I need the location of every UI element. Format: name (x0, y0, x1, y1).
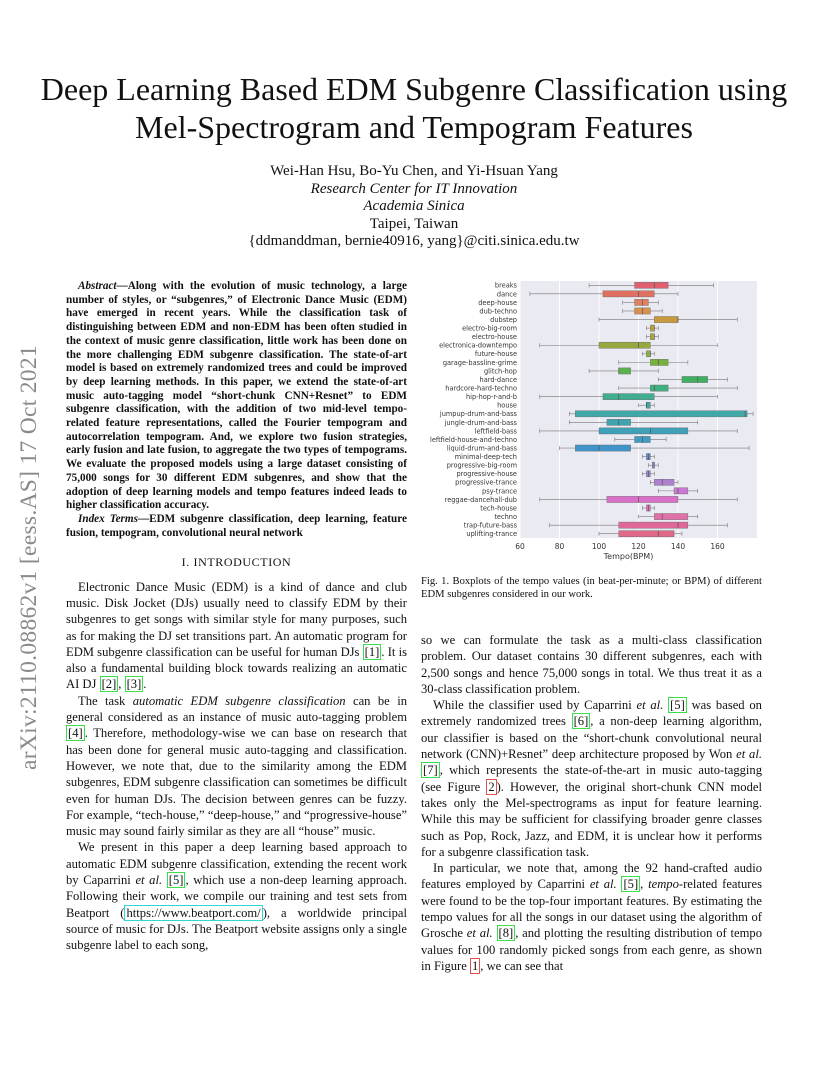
citation-link[interactable]: [5] (623, 877, 639, 892)
box-trap-future-bass (619, 522, 688, 528)
emphasis-text: et al. (736, 747, 762, 762)
text-run: . It is also a fundamental building block towards realizing an automatic AI DJ (66, 644, 407, 692)
text-run: was based on extremely randomized trees (421, 698, 762, 729)
text-run: Electronic Dance Music (EDM) is a kind of dance and club music. Disk Jocket (DJs) usually need to classify EDM by their subgenres to get songs with similar style for many purposes, such as for making the DJ set transitions part. An automatic program for EDM subgenre classification can be useful for human DJs (66, 579, 407, 659)
category-label: minimal-deep-tech (454, 453, 517, 462)
text-run: , which represents the state-of-the-art in music auto-tagging (see Figure (421, 763, 762, 794)
category-label: trap-future-bass (463, 521, 517, 530)
right-column (421, 632, 762, 974)
figure-reference-link[interactable]: 1 (471, 958, 479, 973)
text-run: The task (78, 693, 133, 708)
category-label: techno (494, 512, 517, 521)
category-label: dubstep (490, 315, 517, 324)
category-label: dub-techno (479, 307, 517, 316)
citation-link[interactable]: [6] (573, 714, 589, 729)
figure-reference-link[interactable]: 2 (488, 779, 495, 794)
figure-1-caption: Fig. 1. Boxplots of the tempo values (in beat-per-minute; or BPM) of different EDM subgenres considered in our work. (421, 576, 762, 600)
left-column (66, 280, 407, 953)
index-terms-text: —EDM subgenre classification, deep learning, feature fusion, tempogram, convolutional neural network (66, 512, 407, 539)
right-paragraph-1: so we can formulate the task as a multi-class classification problem. Our dataset contains 30 different subgenres, each with 2,500 songs and hence 75,000 songs in total. We thus treat it as a 30-class classification problem. (421, 633, 762, 696)
category-label: electro-house (471, 333, 517, 342)
category-label: house (497, 401, 517, 410)
category-label: jumpup-drum-and-bass (439, 410, 517, 419)
x-tick-label: 60 (515, 542, 525, 551)
intro-paragraph-3 (66, 839, 407, 953)
text-run: . Therefore, methodology-wise we can base on research that has been done for general music auto-tagging and classification. However, we note that, due to the similarity among the EDM subgenres, EDM subgenre classification can sometimes be difficult even for human DJs. The decision between genres can be fuzzy. For example, “tech-house,” “deep-house,” and “progressive-house” music may sound fairly similar as they are all “house” music. (66, 726, 407, 839)
tempo-boxplot-figure (421, 278, 762, 568)
paper-title: Deep Learning Based EDM Subgenre Classification using Mel-Spectrogram and Tempogram Features (40, 71, 788, 145)
emphasis-text: et al. (135, 873, 163, 887)
box-reggae-dancehall-dub (607, 496, 678, 502)
text-run: . (143, 677, 147, 692)
arxiv-identifier: arXiv:2110.08862v1 [eess.AS] 17 Oct 2021 (16, 345, 42, 770)
citation-link[interactable]: [8] (498, 926, 514, 941)
category-label: hip-hop-r-and-b (466, 393, 517, 402)
abstract (66, 280, 407, 513)
box-hip-hop-r-and-b (603, 394, 654, 400)
intro-paragraph-2 (66, 693, 407, 840)
box-breaks (635, 282, 669, 288)
emphasis-text: automatic EDM subgenre classification (132, 693, 346, 708)
category-label: deep-house (478, 298, 517, 307)
category-label: leftfield-bass (474, 427, 517, 436)
text-run: While the classifier used by Caparrini (433, 698, 637, 713)
emphasis-text: et al. (589, 877, 617, 892)
category-label: glitch-hop (483, 367, 517, 376)
x-tick-label: 80 (554, 542, 565, 551)
box-techno (654, 513, 688, 519)
abstract-label: Abstract (78, 280, 117, 292)
index-terms (66, 513, 407, 540)
abstract-text: —Along with the evolution of music technology, a large number of styles, or “subgenres,” of Electronic Dance Music (EDM) have emerged in recent years. While the classification task of distinguishing between EDM and non-EDM has been often studied in the context of music genre classification, little work has been done on the more challenging EDM subgenre classification. The state-of-art model is based on extremely randomized trees and could be improved by deep learning methods. In this paper, we extend the state-of-art music auto-tagging model “short-chunk CNN+Resnet” to EDM subgenre classification, with the addition of two mid-level tempo-related feature representations, called the Fourier tempogram and autocorrelation tempogram. And, we explore two fusion strategies, early fusion and late fusion, to aggregate the two types of tempograms. We evaluate the proposed models using a large dataset consisting of 75,000 songs for 30 different EDM subgenres, and show that the adoption of deep learning models and tempo features indeed leads to higher classification accuracy. (66, 280, 407, 512)
emphasis-text: tempo (648, 877, 679, 892)
category-label: electronica-downtempo (439, 341, 517, 350)
category-label: garage-bassline-grime (442, 358, 517, 367)
box-psy-trance (674, 488, 688, 494)
section-heading-introduction: I. INTRODUCTION (181, 555, 292, 570)
x-tick-label: 100 (591, 542, 607, 551)
box-house (646, 402, 650, 408)
citation-link[interactable]: [5] (670, 698, 685, 713)
author-emails: {ddmanddman, bernie40916, yang}@citi.sinica.edu.tw (248, 233, 580, 249)
emphasis-text: et al. (466, 926, 493, 941)
box-dance (603, 291, 654, 297)
author-names: Wei-Han Hsu, Bo-Yu Chen, and Yi-Hsuan Yang (270, 163, 558, 179)
text-run: ). However, the original short-chunk CNN model takes only the Mel-spectrograms as input for feature learning. While this may be sufficient for classifying broader genre classes such as Pop, Rock, Jazz, and EDM, it is unclear how it performs for a subgenre classification task. (421, 779, 762, 859)
citation-link[interactable]: [2] (101, 677, 117, 692)
category-label: progressive-big-room (446, 461, 517, 470)
text-run: -related features were found to be the top-four important features. By estimating the tempo values for all the songs in our dataset using the algorithm of Grosche (421, 877, 762, 941)
citation-link[interactable]: [3] (126, 677, 142, 692)
box-hard-dance (682, 376, 708, 382)
citation-link[interactable]: [5] (168, 873, 184, 887)
text-run: In particular, we note that, among the 92 hand-crafted audio features employed by Caparrini (421, 861, 762, 892)
category-label: dance (496, 290, 517, 299)
intro-paragraph-1 (66, 579, 407, 693)
category-label: hardcore-hard-techno (445, 384, 517, 393)
affiliation-location: Taipei, Taiwan (369, 215, 459, 232)
box-progressive-trance (654, 479, 674, 485)
affiliation-center: Research Center for IT Innovation (310, 180, 518, 197)
text-run: , a non-deep learning algorithm, our classifier is based on the “short-chunk convolutional neural network (CNN)+Resnet” deep architecture proposed by Won (421, 714, 762, 762)
text-run: can be in general considered as an instance of music auto-tagging problem (66, 693, 407, 725)
text-run: , (640, 877, 649, 892)
box-jumpup-drum-and-bass (575, 411, 747, 417)
text-run: , which use a non-deep learning approach. Following their work, we compile our training and test sets from Beatport ( (66, 873, 407, 920)
citation-link[interactable]: [4] (68, 726, 83, 741)
category-label: psy-trance (482, 487, 517, 496)
right-paragraph-2 (421, 697, 762, 860)
category-label: progressive-house (456, 470, 517, 479)
box-electronica-downtempo (599, 342, 650, 348)
x-tick-label: 140 (670, 542, 686, 551)
box-dubstep (654, 316, 678, 322)
beatport-url-link[interactable]: https://www.beatport.com/ (126, 905, 261, 920)
category-label: jungle-drum-and-bass (444, 418, 517, 427)
x-axis-label: Tempo(BPM) (603, 552, 654, 561)
emphasis-text: et al. (636, 698, 664, 713)
box-uplifting-trance (619, 531, 674, 537)
citation-link[interactable]: [7] (423, 763, 438, 778)
affiliation-institution: Academia Sinica (363, 198, 465, 214)
category-label: hard-dance (479, 375, 517, 384)
x-tick-label: 160 (710, 542, 725, 551)
text-run: , (118, 677, 125, 692)
box-hardcore-hard-techno (650, 385, 668, 391)
box-leftfield-bass (599, 428, 688, 434)
category-label: uplifting-trance (466, 530, 517, 539)
box-electro-big-room (650, 325, 654, 331)
category-label: reggae-dancehall-dub (444, 495, 517, 504)
box-liquid-drum-and-bass (575, 445, 630, 451)
index-terms-label: Index Terms (78, 512, 138, 525)
box-glitch-hop (619, 368, 631, 374)
box-future-house (646, 351, 650, 357)
text-run: We present in this paper a deep learning based approach to automatic EDM subgenre classification, extending the recent work by Caparrini (66, 840, 407, 887)
text-run: , we can see that (480, 958, 564, 973)
category-label: leftfield-house-and-techno (430, 435, 517, 444)
category-label: electro-big-room (462, 324, 517, 333)
box-garage-bassline-grime (650, 359, 668, 365)
right-paragraph-3 (421, 860, 762, 974)
text-run: ), a worldwide principal source of music for DJs. The Beatport website assigns only a single subgenre label to each song, (66, 905, 407, 953)
box-electro-house (650, 334, 654, 340)
category-label: liquid-drum-and-bass (446, 444, 517, 453)
box-deep-house (635, 299, 649, 305)
category-label: future-house (474, 350, 517, 359)
citation-link[interactable]: [1] (364, 644, 380, 659)
category-label: breaks (494, 281, 517, 290)
author-block (40, 163, 788, 251)
category-label: progressive-trance (455, 478, 517, 487)
x-tick-label: 120 (631, 542, 646, 551)
text-run: , and plotting the resulting distribution of tempo values for 100 randomly picked songs from each genre, as shown in Figure (421, 926, 762, 973)
category-label: tech-house (480, 504, 517, 513)
